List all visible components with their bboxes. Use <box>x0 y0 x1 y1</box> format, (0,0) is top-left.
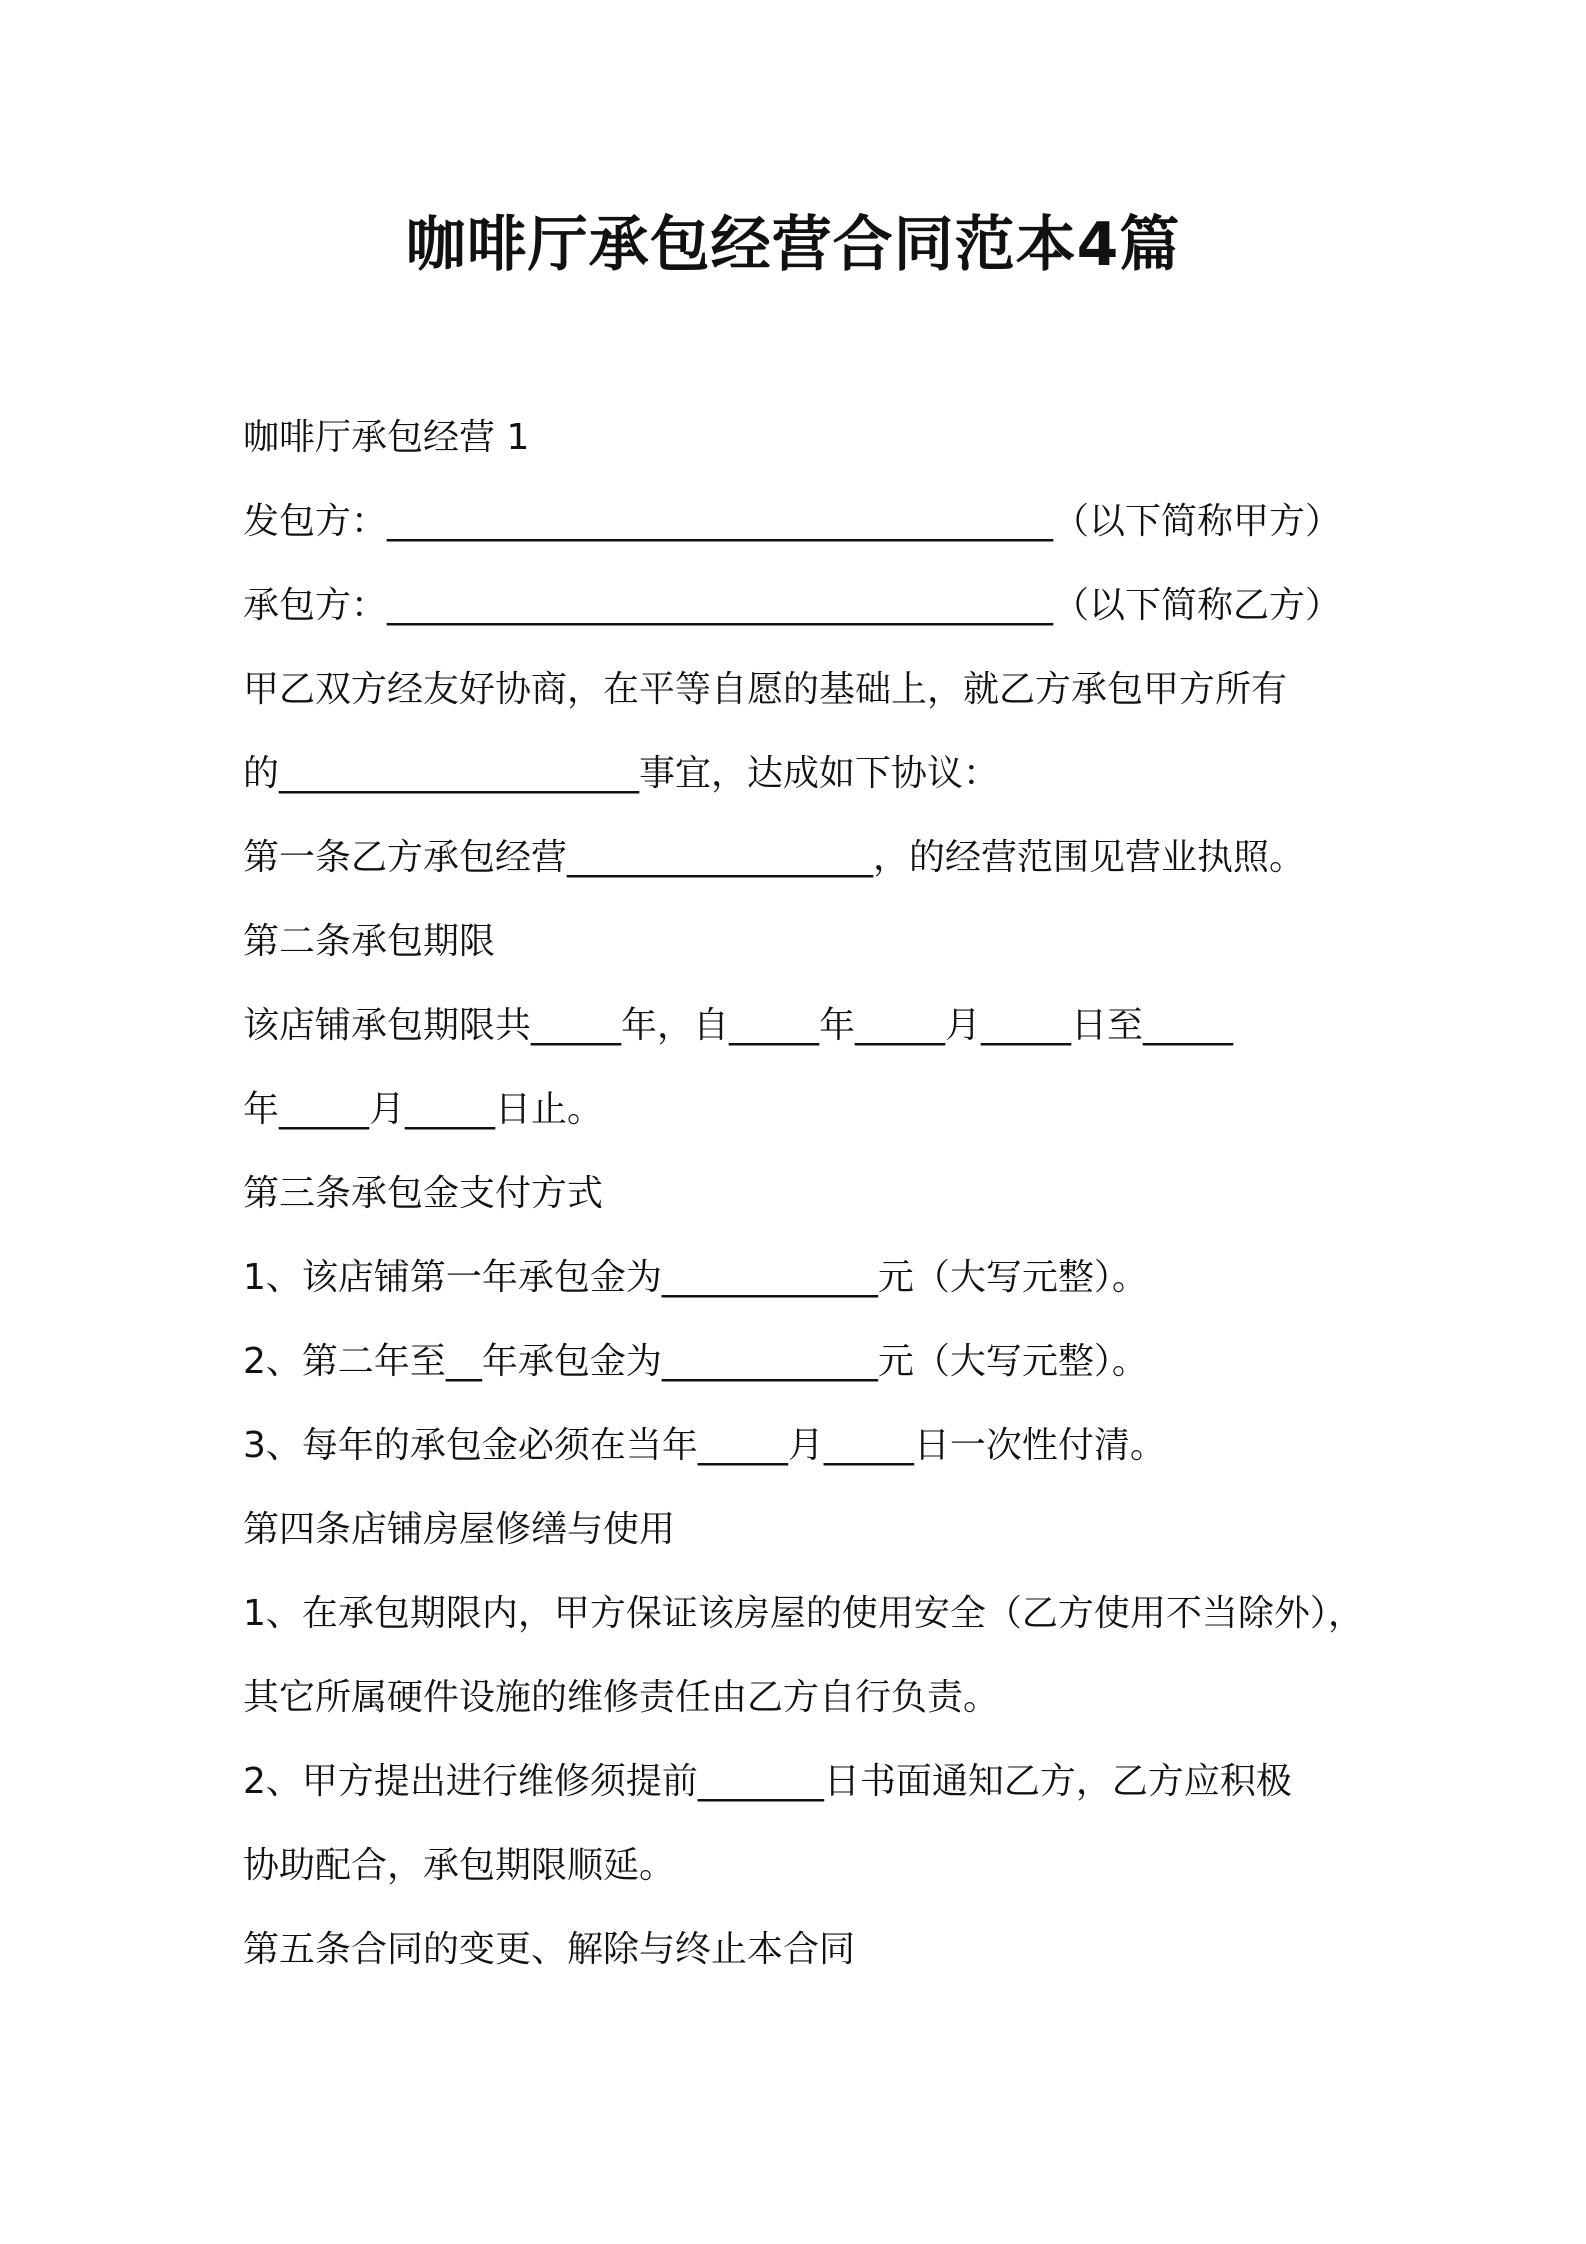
clause-line: 2、甲方提出进行维修须提前_______日书面通知乙方，乙方应积极 <box>243 1761 1292 1802</box>
article-heading: 第五条合同的变更、解除与终止本合同 <box>243 1929 856 1970</box>
paragraph-line: 该店铺承包期限共_____年，自_____年_____月_____日至_____ <box>243 1005 1234 1046</box>
clause-line: 3、每年的承包金必须在当年_____月_____日一次性付清。 <box>243 1425 1166 1466</box>
paragraph-line: 年_____月_____日止。 <box>243 1089 604 1130</box>
clause-line: 其它所属硬件设施的维修责任由乙方自行负责。 <box>243 1677 1000 1718</box>
document-body <box>243 396 1363 1992</box>
clause-line: 1、在承包期限内，甲方保证该房屋的使用安全（乙方使用不当除外）， <box>243 1593 1364 1634</box>
paragraph-line: 的____________________事宜，达成如下协议： <box>243 753 1000 794</box>
document-title: 咖啡厅承包经营合同范本4篇 <box>405 210 1181 280</box>
party-a-line: 发包方：_____________________________________（以下简称甲方） <box>243 501 1342 542</box>
section-heading: 咖啡厅承包经营 1 <box>243 417 530 458</box>
clause-line: 1、该店铺第一年承包金为____________元（大写元整）。 <box>243 1257 1148 1298</box>
article-line: 第一条乙方承包经营_________________，的经营范围见营业执照。 <box>243 837 1306 878</box>
clause-line: 协助配合，承包期限顺延。 <box>243 1845 676 1886</box>
clause-line: 2、第二年至__年承包金为____________元（大写元整）。 <box>243 1341 1148 1382</box>
party-b-line: 承包方：_____________________________________（以下简称乙方） <box>243 585 1342 626</box>
article-heading: 第四条店铺房屋修缮与使用 <box>243 1509 676 1550</box>
paragraph-line: 甲乙双方经友好协商，在平等自愿的基础上，就乙方承包甲方所有 <box>243 669 1288 710</box>
article-heading: 第三条承包金支付方式 <box>243 1173 604 1214</box>
article-heading: 第二条承包期限 <box>243 921 496 962</box>
